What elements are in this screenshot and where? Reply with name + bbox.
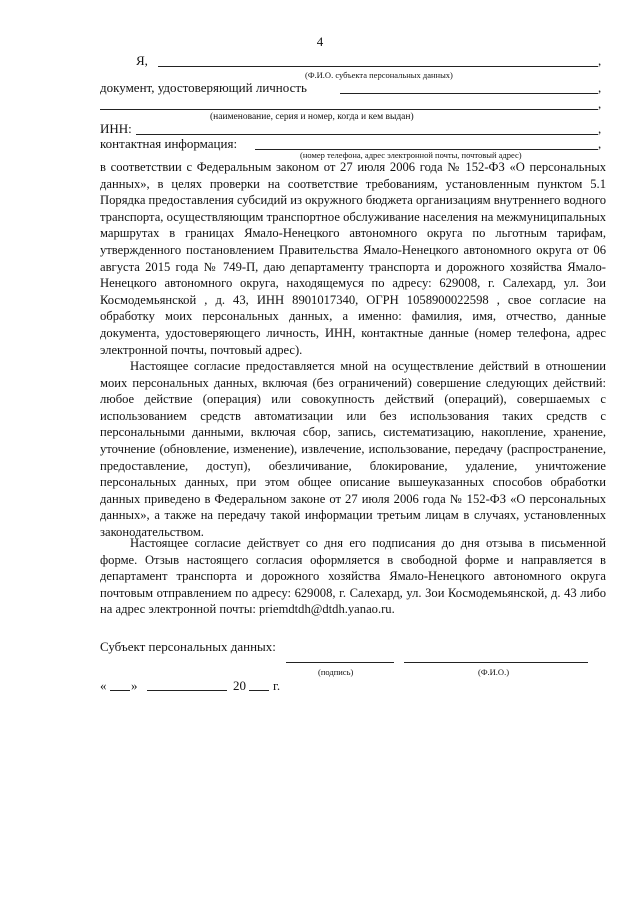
fio-signature-hint: (Ф.И.О.) — [478, 667, 510, 677]
contact-line-comma: , — [598, 136, 602, 151]
signature-line[interactable] — [286, 662, 394, 663]
document-hint: (наименование, серия и номер, когда и кем выдан) — [210, 112, 414, 122]
document-line-2-comma: , — [598, 96, 602, 111]
document-line-1-comma: , — [598, 80, 602, 95]
inn-label: ИНН: — [100, 121, 132, 136]
fio-line[interactable] — [158, 66, 598, 67]
date-month-line[interactable] — [147, 690, 227, 691]
date-year-line[interactable] — [249, 690, 269, 691]
ya-label: Я, — [136, 53, 148, 68]
date-day-line[interactable] — [110, 690, 130, 691]
date-close-quote: » — [131, 678, 138, 693]
fio-hint: (Ф.И.О. субъекта персональных данных) — [305, 70, 453, 80]
fio-signature-line[interactable] — [404, 662, 588, 663]
consent-paragraph-2: Настоящее согласие предоставляется мной на осуществление действий в отношении моих персональных данных, включая (без ограничений) совершение следующих действий: любое действие (операция) или совокупность действий (операций), совершаемых с использованием средств автоматизации или без использования таких средств с персональными данными, включая сбор, запись, систематизацию, накопление, хранение, уточнение (обновление, изменение), извлечение, использование, передачу (распространение, предоставление, доступ), обезличивание, блокирование, удаление, уничтожение персональных данных, при этом общее описание вышеуказанных способов обработки данных приведено в Федеральном законе от 27 июля 2006 года № 152-ФЗ «О персональных данных», а также на передачу такой информации третьим лицам в случаях, установленных законодательством. — [100, 359, 606, 539]
inn-line[interactable] — [136, 134, 598, 135]
consent-paragraph-3: Настоящее согласие действует со дня его подписания до дня отзыва в письменной форме. Отзыв настоящего согласия оформляется в свободной форме и направляется в департамент транспорта и дорожного хозяйства Ямало-Ненецкого автономного округа почтовым отправлением по адресу: 629008, г. Салехард, ул. Зои Космодемьянской, д. 43 либо на адрес электронной почты: priemdtdh@dtdh.yanao.ru. — [100, 536, 606, 617]
inn-line-comma: , — [598, 121, 602, 136]
signature-hint: (подпись) — [318, 667, 354, 677]
document-line-1[interactable] — [340, 93, 598, 94]
contact-label: контактная информация: — [100, 136, 238, 151]
contact-hint: (номер телефона, адрес электронной почты, почтовый адрес) — [300, 150, 522, 160]
document-label: документ, удостоверяющий личность — [100, 80, 307, 95]
page-number: 4 — [316, 34, 324, 49]
subject-label: Субъект персональных данных: — [100, 639, 276, 654]
date-open-quote: « — [100, 678, 107, 693]
fio-line-comma: , — [598, 53, 602, 68]
date-year-suffix: г. — [273, 678, 281, 693]
document-line-2[interactable] — [100, 109, 598, 110]
consent-paragraph-1: в соответствии с Федеральным законом от 27 июля 2006 года № 152-ФЗ «О персональных данных», в целях проверки на соответствие требованиям, установленным пунктом 5.1 Порядка предоставления субсидий из окружного бюджета организациям внутреннего водного транспорта, осуществляющим транспортное обслуживание населения на межмуниципальных маршрутах в границах Ямало-Ненецкого автономного округа по льготным тарифам, утвержденного постановлением Правительства Ямало-Ненецкого автономного округа от 06 августа 2015 года № 749-П, даю департаменту транспорта и дорожного хозяйства Ямало-Ненецкого автономного округа, находящемуся по адресу: 629008, г. Салехард, ул. Зои Космодемьянской , д. 43, ИНН 8901017340, ОГРН 1058900022598 , свое согласие на обработку моих персональных данных, а именно: фамилия, имя, отчество, данные документа, удостоверяющего личность, ИНН, контактные данные (номер телефона, адрес электронной почты, почтовый адрес). — [100, 160, 607, 357]
date-year-prefix: 20 — [233, 678, 246, 693]
